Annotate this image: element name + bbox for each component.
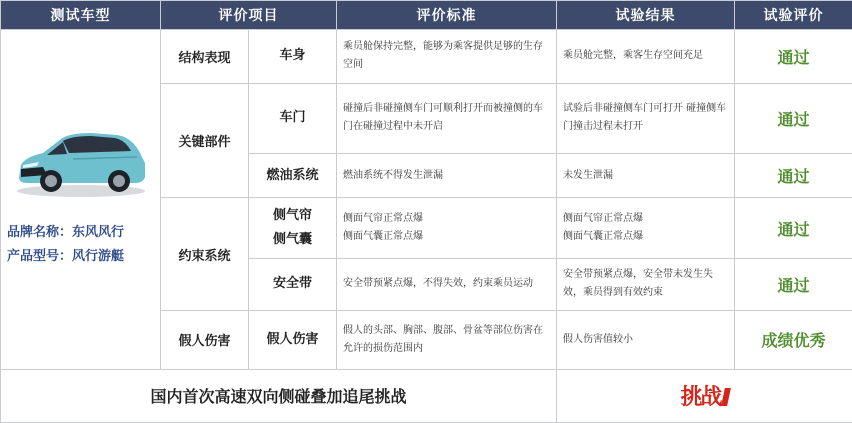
model-value: 风行游艇 <box>72 249 125 265</box>
brand-label: 品牌名称： <box>7 225 73 241</box>
category-cell: 假人伤害 <box>161 311 249 369</box>
item-cell: 车门 <box>249 83 337 154</box>
result-cell: 安全带预紧点爆，安全带未发生失效，乘员得到有效约束 <box>557 258 735 310</box>
standard-cell: 安全带预紧点爆，不得失效，约束乘员运动 <box>337 258 557 310</box>
challenge-cell <box>557 369 852 422</box>
evaluation-cell: 通过 <box>735 154 852 198</box>
item-cell: 车身 <box>249 30 337 83</box>
result-line: 侧面气囊正常点爆 <box>563 231 643 243</box>
result-cell: 试验后非碰撞侧车门可打开 碰撞侧车门撞击过程未打开 <box>557 83 735 154</box>
evaluation-cell: 通过 <box>735 198 852 258</box>
table-row <box>1 30 852 83</box>
evaluation-cell: 通过 <box>735 30 852 83</box>
result-cell: 乘员舱完整，乘客生存空间充足 <box>557 30 735 83</box>
brand-line <box>7 221 154 245</box>
item-cell <box>249 198 337 258</box>
result-cell: 未发生泄漏 <box>557 154 735 198</box>
header-standard: 评价标准 <box>337 1 557 30</box>
standard-cell <box>337 198 557 258</box>
item-line: 侧气囊 <box>272 232 312 248</box>
challenge-title: 国内首次高速双向侧碰叠加追尾挑战 <box>1 369 557 422</box>
flag-icon <box>721 388 731 406</box>
challenge-text: 挑战 <box>680 384 721 411</box>
model-label: 产品型号： <box>7 249 73 265</box>
standard-cell: 碰撞后非碰撞侧车门可顺利打开而被撞侧的车门在碰撞过程中未开启 <box>337 83 557 154</box>
item-line: 侧气帘 <box>272 208 312 224</box>
header-result: 试验结果 <box>557 1 735 30</box>
category-cell: 关键部件 <box>161 83 249 198</box>
header-evaluation: 试验评价 <box>735 1 852 30</box>
header-row <box>1 1 852 30</box>
standard-cell: 假人的头部、胸部、腹部、骨盆等部位伤害在允许的损伤范围内 <box>337 311 557 369</box>
model-line <box>7 245 154 269</box>
header-test-model: 测试车型 <box>1 1 161 30</box>
result-cell: 假人伤害值较小 <box>557 311 735 369</box>
standard-line: 侧面气帘正常点爆 <box>343 213 423 225</box>
evaluation-cell: 通过 <box>735 83 852 154</box>
car-illustration <box>13 129 149 199</box>
standard-line: 侧面气囊正常点爆 <box>343 231 423 243</box>
standard-cell: 燃油系统不得发生泄漏 <box>337 154 557 198</box>
challenge-stamp <box>680 380 728 411</box>
car-image <box>13 129 149 199</box>
category-cell: 结构表现 <box>161 30 249 83</box>
evaluation-cell: 成绩优秀 <box>735 311 852 369</box>
result-cell <box>557 198 735 258</box>
vehicle-cell <box>1 30 161 369</box>
standard-cell: 乘员舱保持完整，能够为乘客提供足够的生存空间 <box>337 30 557 83</box>
footer-row <box>1 369 852 422</box>
brand-value: 东风风行 <box>72 225 125 241</box>
category-cell: 约束系统 <box>161 198 249 311</box>
evaluation-cell: 通过 <box>735 258 852 310</box>
header-evaluation-item: 评价项目 <box>161 1 337 30</box>
item-cell: 安全带 <box>249 258 337 310</box>
item-cell: 假人伤害 <box>249 311 337 369</box>
result-line: 侧面气帘正常点爆 <box>563 213 643 225</box>
item-cell: 燃油系统 <box>249 154 337 198</box>
